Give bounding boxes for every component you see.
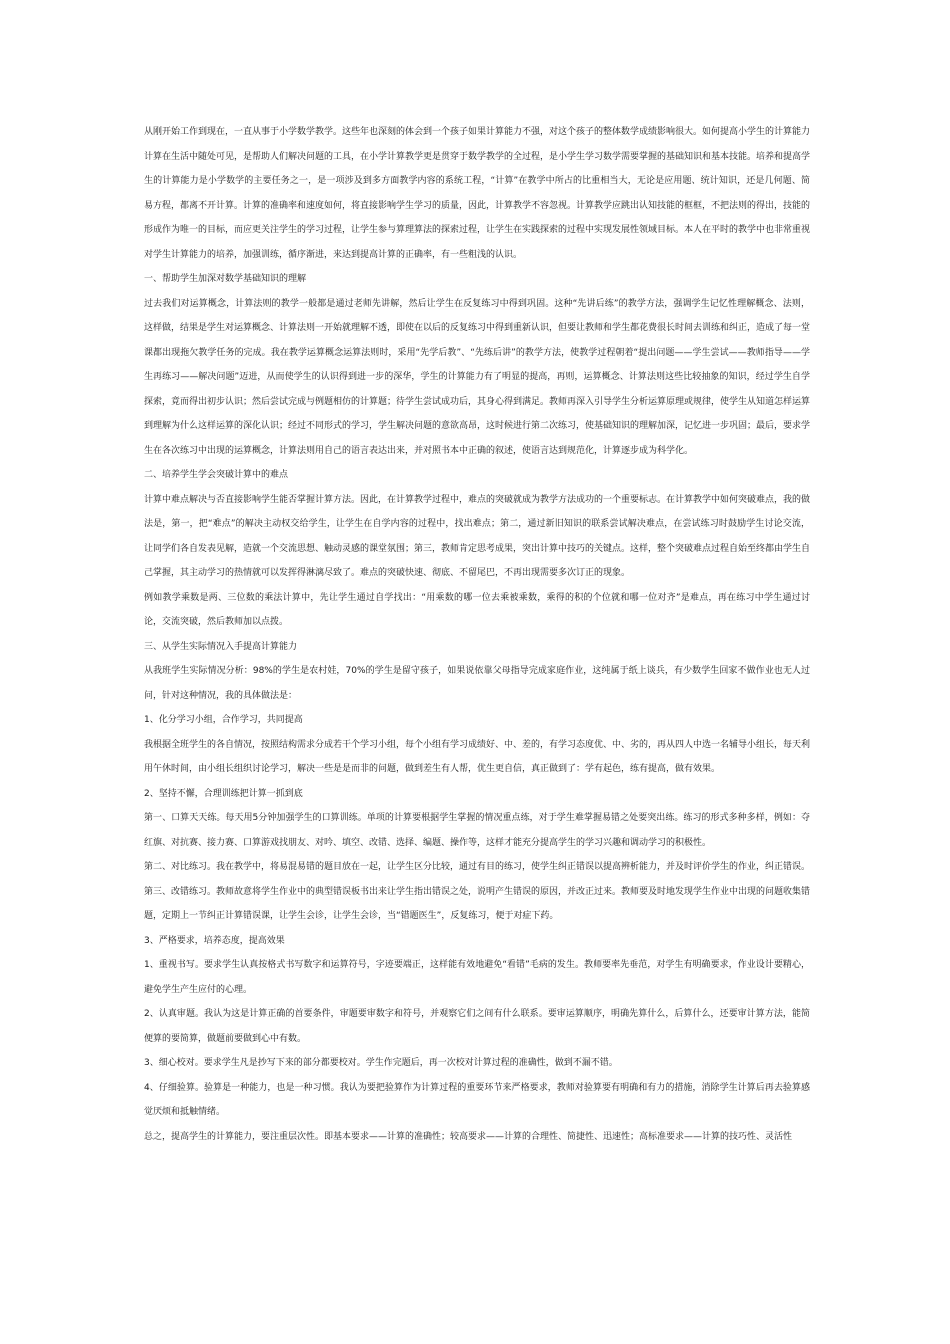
section-heading-3: 三、从学生实际情况入手提高计算能力 (144, 641, 298, 652)
section-heading-2: 二、培养学生学会突破计算中的难点 (144, 470, 289, 480)
practice-item-2: 第二、对比练习。我在教学中，将易混易错的题目放在一起，让学生区分比较，通过有目的练习，使学生纠正错误以提高辨析能力，并及时评价学生的作业，纠正错误。 (144, 862, 811, 872)
section-3-paragraph: 从我班学生实际情况分析：98%的学生是农村娃，70%的学生是留守孩子，如果说依靠父母指导完成家庭作业，这纯属于纸上谈兵，有少数学生回家不做作业也无人过问，针对这种情况，我的具体做法是： (144, 666, 810, 701)
subheading-1: 1、化分学习小组，合作学习，共同提高 (144, 715, 303, 725)
practice-item-3: 第三、改错练习。教师故意将学生作业中的典型错误板书出来让学生指出错误之处，说明产生错误的原因，并改正过来。教师要及时地发现学生作业中出现的问题收集错题，定期上一节纠正计算错误课，让学生会诊，让学生会诊，当“错题医生”，反复练习，便于对症下药。 (144, 886, 811, 921)
conclusion-paragraph: 总之，提高学生的计算能力，要注重层次性。即基本要求——计算的准确性；较高要求——计算的合理性、简捷性、迅速性；高标准要求——计算的技巧性、灵活性 (144, 1131, 793, 1142)
intro-paragraph: 从刚开始工作到现在，一直从事于小学数学教学。这些年也深刻的体会到一个孩子如果计算能力不强，对这个孩子的整体数学成绩影响很大。如何提高小学生的计算能力计算在生活中随处可见，是帮助人们解决问题的工具，在小学计算教学更是贯穿于数学教学的全过程，是小学生学习数学需要掌握的基础知识和基本技能。培养和提高学生的计算能力是小学数学的主要任务之一，是一项涉及到多方面教学内容的系统工程，“计算”在教学中所占的比重相当大，无论是应用题、统计知识，还是几何题、简易方程，都离不开计算。计算的准确率和速度如何，将直接影响学生学习的质量，因此，计算教学不容忽视。计算教学应跳出认知技能的框框，不把法则的得出，技能的形成作为唯一的目标，而应更关注学生的学习过程，让学生参与算理算法的探索过程，让学生在实践探索的过程中实现发展性领域目标。本人在平时的教学中也非常重视对学生计算能力的培养，加强训练，循序渐进，来达到提高计算的正确率，有一些粗浅的认识。 (144, 127, 811, 260)
requirement-item-4: 4、仔细验算。验算是一种能力，也是一种习惯。我认为要把验算作为计算过程的重要环节来严格要求，教师对验算要有明确和有力的措施，消除学生计算后再去验算感觉厌烦和抵触情绪。 (144, 1082, 810, 1117)
subheading-2: 2、坚持不懈，合理训练把计算一抓到底 (144, 788, 303, 799)
section-heading-1: 一、帮助学生加深对数学基础知识的理解 (144, 274, 307, 284)
practice-item-1: 第一、口算天天练。每天用5分钟加强学生的口算训练。单项的计算要根据学生掌握的情况重点练，对于学生难掌握易错之处要突出练。练习的形式多种多样，例如：夺红旗、对抗赛、接力赛、口算游戏找朋友、对吟、填空、改错、选择、编题、操作等，这样才能充分提高学生的学习兴趣和调动学习的积极性。 (144, 813, 810, 848)
subsection-1-paragraph: 我根据全班学生的各自情况，按照结构需求分成若干个学习小组，每个小组有学习成绩好、中、差的，有学习态度优、中、劣的，再从四人中选一名辅导小组长，每天利用午休时间，由小组长组织讨论学习，解决一些是是而非的问题，做到差生有人帮，优生更自信，真正做到了：学有起色，练有提高，做有效果。 (144, 739, 811, 774)
section-1-paragraph: 过去我们对运算概念，计算法则的教学一般都是通过老师先讲解，然后让学生在反复练习中得到巩固。这种“先讲后练”的教学方法，强调学生记忆性理解概念、法则，这样做，结果是学生对运算概念、计算法则一开始就理解不透，即使在以后的反复练习中得到重新认识，但要让教师和学生都花费很长时间去训练和纠正，造成了每一堂课都出现拖欠教学任务的完成。我在教学运算概念运算法则时，采用“先学后教”、“先练后讲”的教学方法，使教学过程朝着“提出问题——学生尝试——教师指导——学生再练习——解决问题”迈进，从而使学生的认识得到进一步的深华，学生的计算能力有了明显的提高，再则，运算概念、计算法则这些比较抽象的知识，经过学生自学探索，竟而得出初步认识；然后尝试完成与例题相仿的计算题；待学生尝试成功后，其身心得到满足。教师再深入引导学生分析运算原理或规律，使学生从知道怎样运算到理解为什么这样运算的深化认识；经过不同形式的学习，学生解决问题的意欲高昂，这时候进行第二次练习，使基础知识的理解加深，记忆进一步巩固；最后，要求学生在各次练习中出现的运算概念，计算法则用自己的语言表达出来，并对照书本中正确的叙述，使语言达到规范化，计算逐步成为科学化。 (144, 298, 811, 456)
requirement-item-1: 1、重视书写。要求学生认真按格式书写数字和运算符号，字迹要端正，这样能有效地避免“看错”毛病的发生。教师要率先垂范，对学生有明确要求，作业设计要精心，避免学生产生应付的心理。 (144, 960, 810, 995)
requirement-item-2: 2、认真审题。我认为这是计算正确的首要条件，审题要审数字和符号，并观察它们之间有什么联系。要审运算顺序，明确先算什么，后算什么，还要审计算方法，能简便算的要简算，做题前要做到心中有数。 (144, 1009, 810, 1044)
requirement-item-3: 3、细心校对。要求学生凡是抄写下来的部分都要校对。学生作完题后，再一次校对计算过程的准确性，做到不漏不错。 (144, 1058, 618, 1068)
document-body (144, 120, 810, 1149)
section-2-example-paragraph: 例如教学乘数是两、三位数的乘法计算中，先让学生通过自学找出：“用乘数的哪一位去乘被乘数，乘得的积的个位就和哪一位对齐”是难点，再在练习中学生通过讨论，交流突破，然后教师加以点拨。 (144, 592, 810, 627)
section-2-paragraph: 计算中难点解决与否直接影响学生能否掌握计算方法。因此，在计算教学过程中，难点的突破就成为教学方法成功的一个重要标志。在计算教学中如何突破难点，我的做法是，第一，把“难点”的解决主动权交给学生，让学生在自学内容的过程中，找出难点；第二，通过新旧知识的联系尝试解决难点，在尝试练习时鼓励学生讨论交流，让同学们各自发表见解，造就一个交流思想、触动灵感的课堂氛围；第三，教师肯定思考成果，突出计算中技巧的关键点。这样，整个突破难点过程自始至终都由学生自己掌握，其主动学习的热情就可以发挥得淋漓尽致了。难点的突破快速、彻底、不留尾巴，不再出现需要多次订正的现象。 (144, 494, 811, 578)
subheading-3: 3、严格要求，培养态度，提高效果 (144, 935, 285, 946)
